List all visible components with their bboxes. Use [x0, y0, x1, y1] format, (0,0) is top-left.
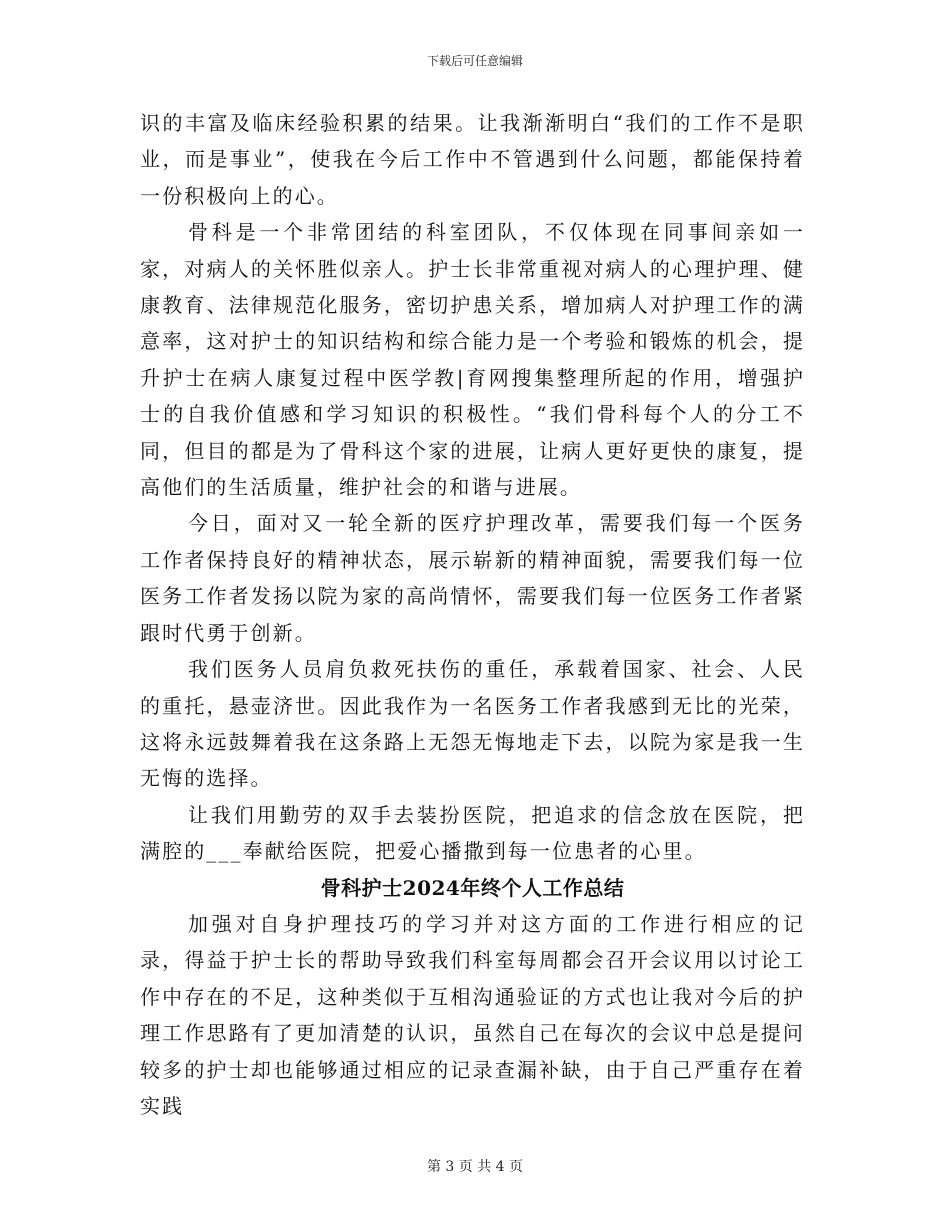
- paragraph-continuation: 识的丰富及临床经验积累的结果。让我渐渐明白“我们的工作不是职业，而是事业”，使我在今后工作中不管遇到什么问题，都能保持着一份积极向上的心。: [140, 111, 805, 208]
- page-header: 下载后可任意编辑: [426, 54, 523, 68]
- paragraph-section-intro: 加强对自身护理技巧的学习并对这方面的工作进行相应的记录，得益于护士长的帮助导致我们科室每周都会召开会议用以讨论工作中存在的不足，这种类似于互相沟通验证的方式也让我对今后的护理工作思路有了更加清楚的认识，虽然自己在每次的会议中总是提问较多的护士却也能够通过相应的记录查漏补缺，由于自己严重存在着实践: [140, 911, 805, 1118]
- paragraph-responsibility: 我们医务人员肩负救死扶伤的重任，承载着国家、社会、人民的重托，悬壶济世。因此我作为一名医务工作者我感到无比的光荣，这将永远鼓舞着我在这条路上无怨无悔地走下去，以院为家是我一生无悔的选择。: [140, 657, 805, 791]
- paragraph-orthopedic-team: 骨科是一个非常团结的科室团队，不仅体现在同事间亲如一家，对病人的关怀胜似亲人。护士长非常重视对病人的心理护理、健康教育、法律规范化服务，密切护患关系，增加病人对护理工作的满意率，这对护士的知识结构和综合能力是一个考验和锻炼的机会，提升护士在病人康复过程中医学教|育网搜集整理所起的作用，增强护士的自我价值感和学习知识的积极性。“我们骨科每个人的分工不同，但目的都是为了骨科这个家的进展，让病人更好更快的康复，提高他们的生活质量，维护社会的和谐与进展。: [140, 220, 805, 500]
- document-body: [140, 105, 805, 1124]
- page-number: 第 3 页 共 4 页: [426, 1159, 524, 1175]
- section-title: 骨科护士2024年终个人工作总结: [320, 875, 625, 900]
- paragraph-closing: 让我们用勤劳的双手去装扮医院，把追求的信念放在医院，把满腔的___奉献给医院，把爱心播撒到每一位患者的心里。: [140, 802, 805, 864]
- paragraph-medical-reform: 今日，面对又一轮全新的医疗护理改革，需要我们每一个医务工作者保持良好的精神状态，展示崭新的精神面貌，需要我们每一位医务工作者发扬以院为家的高尚情怀，需要我们每一位医务工作者紧跟时代勇于创新。: [140, 511, 805, 645]
